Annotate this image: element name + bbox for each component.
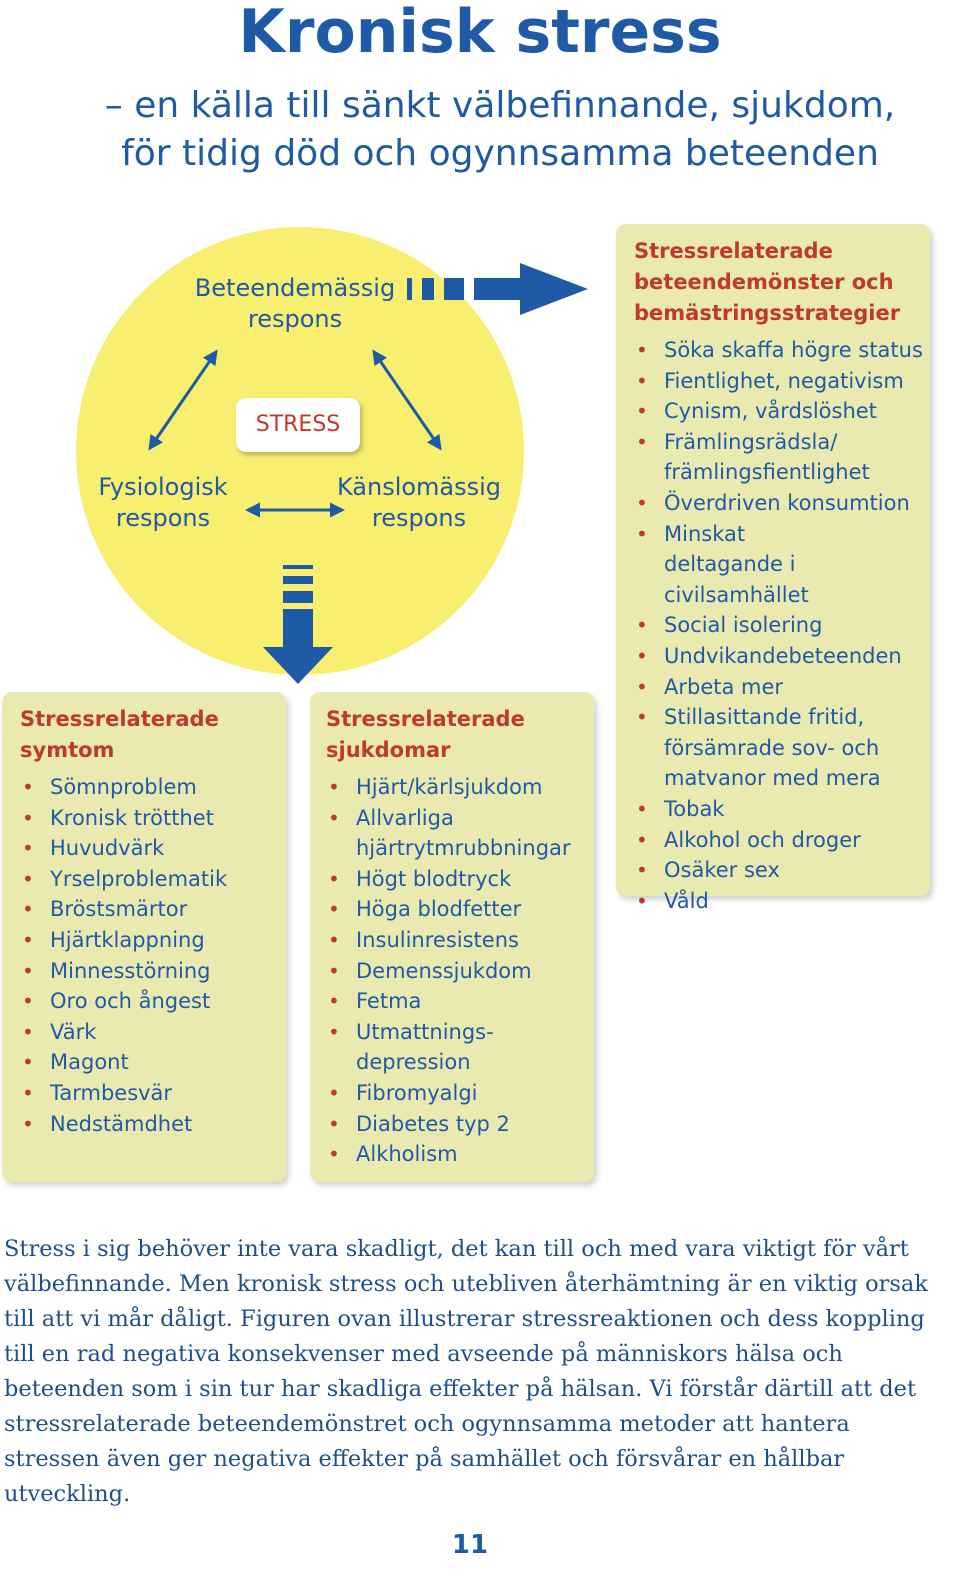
diseases-panel-title xyxy=(326,704,584,766)
diseases-panel xyxy=(310,692,594,1182)
symptoms-panel xyxy=(2,692,286,1182)
list-item: • Värk xyxy=(20,1017,286,1048)
emotional-response-line-2: respons xyxy=(371,504,467,532)
list-item: • Magont xyxy=(20,1047,286,1078)
list-item: • Minnesstörning xyxy=(20,956,286,987)
page-title: Kronisk stress xyxy=(238,0,722,67)
behavioral-response-line-2: respons xyxy=(247,305,343,333)
diseases-list xyxy=(326,772,584,1170)
list-item: • Social isolering xyxy=(634,610,924,641)
symptoms-title-line-2: symtom xyxy=(20,738,115,762)
list-item: • Nedstämdhet xyxy=(20,1109,286,1140)
physio-behavior-arrow xyxy=(150,352,216,448)
list-item: • Oro och ångest xyxy=(20,986,286,1017)
behaviors-panel-title xyxy=(634,236,924,329)
list-item: • Alkohol och droger xyxy=(634,825,924,856)
down-arrow-to-diseases xyxy=(263,565,333,684)
list-item: • Sömnproblem xyxy=(20,772,286,803)
symptoms-title-line-1: Stressrelaterade xyxy=(20,707,219,731)
subtitle-line-1: – en källa till sänkt välbefinnande, sjukdom, xyxy=(104,85,896,126)
list-item: • Våld xyxy=(634,886,924,917)
list-item: • Allvarliga hjärtrytmrubbningar xyxy=(326,803,584,864)
list-item: • Huvudvärk xyxy=(20,833,286,864)
list-item: • Utmattnings- depression xyxy=(326,1017,496,1078)
list-item: • Alkholism xyxy=(326,1139,584,1170)
list-item: • Hjärt/kärlsjukdom xyxy=(326,772,584,803)
subtitle-line-2: för tidig död och ogynnsamma beteenden xyxy=(121,133,879,174)
list-item: • Söka skaffa högre status xyxy=(634,335,924,366)
list-item: • Stillasittande fritid, försämrade sov- och matvanor med mera xyxy=(634,702,894,794)
page-number: 11 xyxy=(451,1530,489,1560)
list-item: • Kronisk trötthet xyxy=(20,803,286,834)
physiological-response-line-1: Fysiologisk xyxy=(98,473,228,501)
diseases-title-line-1: Stressrelaterade xyxy=(326,707,525,731)
emotional-response-line-1: Känslomässig xyxy=(336,473,502,501)
list-item: • Fetma xyxy=(326,986,584,1017)
list-item: • Minskat deltagande i civilsamhället xyxy=(634,519,864,611)
list-item: • Insulinresistens xyxy=(326,925,584,956)
physiological-response-line-2: respons xyxy=(115,504,211,532)
behaviors-panel xyxy=(616,224,930,913)
behavior-emotion-arrow xyxy=(374,352,440,448)
list-item: • Högt blodtryck xyxy=(326,864,584,895)
list-item: • Bröstsmärtor xyxy=(20,894,286,925)
stress-center-box: STRESS xyxy=(236,398,360,452)
list-item: • Fientlighet, negativism xyxy=(634,366,924,397)
symptoms-panel-title xyxy=(20,704,286,766)
diseases-title-line-2: sjukdomar xyxy=(326,738,451,762)
body-paragraph: Stress i sig behöver inte vara skadligt, det kan till och med vara viktigt för vårt välbefinnande. Men kronisk stress och utebliven återhämtning är en viktig orsak till att vi mår dåligt. Figuren ovan illustrerar stressreaktionen och dess koppling till en rad negativa konsekvenser med avseende på människors hälsa och beteenden som i sin tur har skadliga effekter på hälsan. Vi förstår därtill att det stressrelaterade beteendemönstret och ogynnsamma metoder att hantera stressen även ger negativa effekter på samhället och försvårar en hållbar utveckling. xyxy=(4,1236,928,1507)
symptoms-list xyxy=(20,772,286,1139)
list-item: • Cynism, vårdslöshet xyxy=(634,396,924,427)
behaviors-list xyxy=(634,335,924,916)
list-item: • Arbeta mer xyxy=(634,672,924,703)
list-item: • Fibromyalgi xyxy=(326,1078,584,1109)
list-item: • Hjärtklappning xyxy=(20,925,286,956)
list-item: • Tobak xyxy=(634,794,924,825)
list-item: • Yrselproblematik xyxy=(20,864,286,895)
behaviors-title-line-2: beteendemönster och xyxy=(634,270,894,294)
list-item: • Tarmbesvär xyxy=(20,1078,286,1109)
behaviors-title-line-3: bemästringsstrategier xyxy=(634,301,901,325)
list-item: • Främlingsrädsla/ främlingsfientlighet xyxy=(634,427,864,488)
behaviors-title-line-1: Stressrelaterade xyxy=(634,239,833,263)
behavioral-response-line-1: Beteendemässig xyxy=(194,274,396,302)
right-arrow-to-behaviors xyxy=(407,263,588,315)
list-item: • Osäker sex xyxy=(634,855,924,886)
list-item: • Överdriven konsumtion xyxy=(634,488,924,519)
list-item: • Diabetes typ 2 xyxy=(326,1109,584,1140)
list-item: • Undvikandebeteenden xyxy=(634,641,924,672)
list-item: • Demenssjukdom xyxy=(326,956,584,987)
list-item: • Höga blodfetter xyxy=(326,894,584,925)
